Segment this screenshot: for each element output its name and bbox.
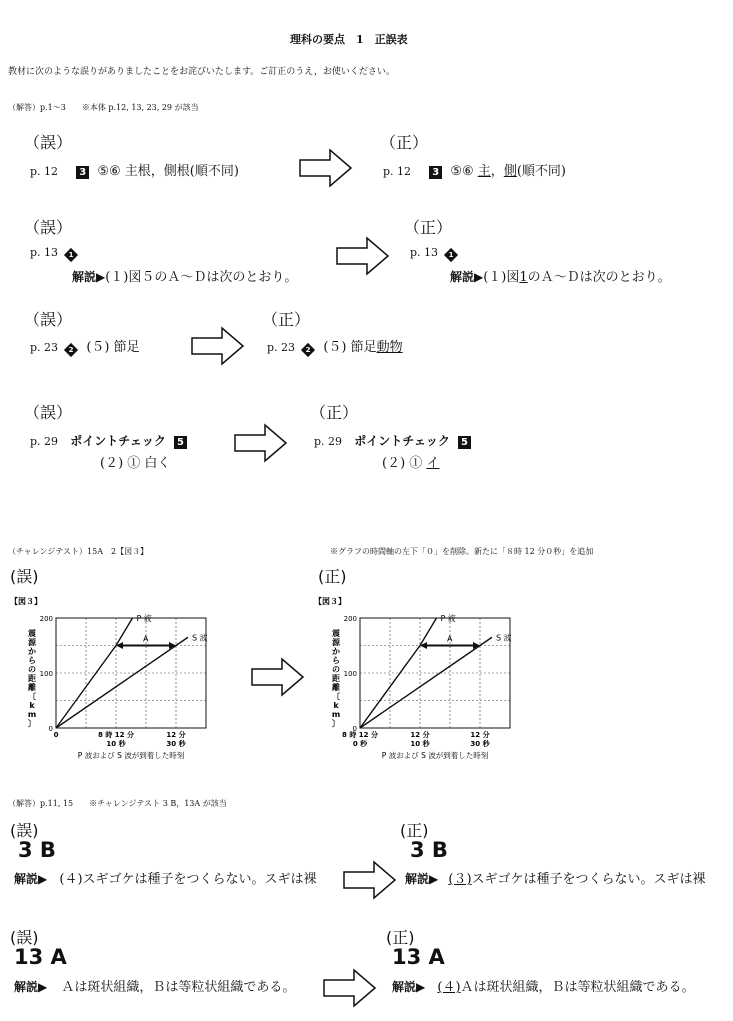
- page-ref: p. 23: [30, 341, 59, 354]
- right-text-post: スギゴケは種子をつくらない。スギは裸: [471, 872, 706, 887]
- y-axis-label-char: 離: [332, 683, 340, 692]
- diamond-badge-icon: 2: [64, 343, 78, 357]
- figure-label: 【図３】: [10, 597, 42, 606]
- right-text-mid: ，: [490, 164, 504, 179]
- wrong-text: (１)図５のＡ～Ｄは次のとおり。: [105, 270, 298, 285]
- entry3-wrong: [30, 336, 140, 355]
- series-label: S 波: [192, 633, 208, 643]
- right-label: （正）: [262, 310, 311, 329]
- y-tick-label: 100: [39, 670, 53, 678]
- y-axis-label-char: 距: [28, 674, 36, 683]
- right-arrow-icon: [335, 236, 391, 276]
- page-ref: p. 13: [30, 246, 59, 259]
- y-axis-label-char: 〔: [332, 692, 340, 701]
- chart-wrong: [8, 592, 248, 772]
- page-ref: p. 13: [410, 246, 439, 259]
- y-axis-label-char: か: [332, 647, 340, 656]
- right-text-post: のＡ～Ｄは次のとおり。: [527, 270, 671, 285]
- s3-entry1-wrong: [14, 868, 317, 887]
- entry2-wrong-page: [30, 245, 82, 260]
- right-text-pre: (１)図: [483, 270, 520, 285]
- kaisetsu-label: 解説▶: [14, 872, 48, 886]
- s3-entry2-right: [392, 976, 695, 995]
- y-axis-label-char: 〕: [332, 719, 340, 728]
- section3-note: （解答）p.11, 15 ※チャレンジテスト 3 B，13A が該当: [8, 799, 227, 808]
- corrected-underline: (４): [437, 980, 461, 995]
- question-badge: 5: [458, 436, 471, 449]
- annotation-label: A: [143, 634, 149, 644]
- corrected-underline: 主: [477, 164, 491, 179]
- kaisetsu-label: 解説▶: [405, 872, 439, 886]
- s3-entry1-right: [405, 868, 706, 887]
- y-tick-label: 0: [48, 725, 53, 733]
- entry2-wrong: [72, 266, 297, 285]
- right-text-pre: (５) 節足: [323, 340, 377, 355]
- plot-frame: [360, 618, 510, 728]
- figure-label: 【図３】: [314, 597, 346, 606]
- section1-note: （解答）p.1～3 ※本体 p.12, 13, 23, 29 が該当: [8, 103, 199, 112]
- y-axis-label-char: ら: [332, 656, 340, 665]
- page-ref: p. 12: [30, 165, 59, 178]
- section2-note-left: （チャレンジテスト）15A 2【図３】: [8, 547, 149, 556]
- x-tick-label: 10 秒: [106, 740, 126, 748]
- x-tick-label: 8 時 12 分: [342, 731, 378, 739]
- plot-frame: [56, 618, 206, 728]
- right-text-suffix: (順不同): [516, 164, 566, 179]
- right-arrow-icon: [342, 860, 398, 900]
- y-axis-label-char: 源: [28, 638, 36, 647]
- y-axis-label-char: 離: [28, 683, 36, 692]
- corrected-underline: 側: [503, 164, 517, 179]
- series-line: [360, 634, 492, 728]
- entry4-wrong-head: [30, 432, 191, 449]
- wrong-text: Ａは斑状組織，Ｂは等粒状組織である。: [61, 980, 296, 995]
- y-axis-label-char: 〕: [28, 719, 36, 728]
- question-code: 13 A: [392, 945, 445, 969]
- series-label: P 波: [136, 614, 152, 623]
- question-code: 13 A: [14, 945, 67, 969]
- right-label: （正）: [380, 133, 429, 152]
- right-arrow-icon: [250, 657, 306, 697]
- x-tick-label: 12 分: [166, 731, 186, 739]
- entry4-right-head: [314, 432, 475, 449]
- wrong-label: （誤）: [24, 403, 73, 422]
- right-arrow-icon: [190, 326, 246, 366]
- annotation-label: A: [447, 634, 453, 644]
- corrected-underline: イ: [426, 456, 440, 471]
- y-axis-label-char: か: [28, 647, 36, 656]
- right-text-prefix: ⑤⑥: [450, 164, 478, 179]
- x-tick-label: 30 秒: [470, 740, 490, 748]
- right-text-pre: (２) ①: [382, 456, 427, 471]
- page-ref: p. 29: [314, 435, 343, 448]
- kaisetsu-label: 解説▶: [14, 980, 48, 994]
- x-tick-label: 12 分: [470, 731, 490, 739]
- question-badge: 3: [76, 166, 89, 179]
- right-arrow-icon: [298, 148, 354, 188]
- entry1-right: [383, 160, 566, 179]
- diamond-badge-icon: 1: [64, 248, 78, 262]
- x-tick-label: 0: [53, 731, 59, 739]
- y-axis-label-char: k: [333, 701, 339, 710]
- entry2-right: [450, 266, 671, 285]
- right-arrow-icon: [322, 968, 378, 1008]
- entry4-right: [382, 452, 439, 471]
- corrected-underline: 1: [519, 270, 528, 285]
- right-label: (正): [318, 567, 347, 586]
- page-ref: p. 29: [30, 435, 59, 448]
- right-label: (正): [386, 928, 415, 947]
- right-label: （正）: [310, 403, 359, 422]
- diamond-badge-icon: 2: [301, 343, 315, 357]
- question-badge: 3: [429, 166, 442, 179]
- x-tick-label: 10 秒: [410, 740, 430, 748]
- wrong-text: (５) 節足: [86, 340, 140, 355]
- right-label: （正）: [404, 218, 453, 237]
- point-check-heading: ポイントチェック: [354, 434, 450, 448]
- entry4-wrong: (２) ① 白く: [100, 456, 171, 471]
- question-badge: 5: [174, 436, 187, 449]
- x-axis-label: P 波および S 波が到着した時刻: [381, 751, 489, 760]
- y-axis-label-char: 震: [28, 629, 36, 638]
- x-tick-label: 8 時 12 分: [98, 731, 134, 739]
- kaisetsu-label: 解説▶: [72, 270, 106, 284]
- series-label: S 波: [496, 633, 512, 643]
- wrong-text: (４)スギゴケは種子をつくらない。スギは裸: [59, 872, 317, 887]
- question-code: 3 B: [18, 838, 56, 862]
- question-code: 3 B: [410, 838, 448, 862]
- y-axis-label-char: m: [331, 710, 341, 719]
- wrong-label: (誤): [10, 928, 39, 947]
- right-text-post: Ａは斑状組織，Ｂは等粒状組織である。: [460, 980, 695, 995]
- wrong-label: (誤): [10, 567, 39, 586]
- diamond-badge-icon: 1: [444, 248, 458, 262]
- y-axis-label-char: 震: [332, 629, 340, 638]
- corrected-underline: 動物: [376, 340, 403, 355]
- entry1-wrong: [30, 160, 239, 179]
- page-title: 理科の要点 1 正誤表: [290, 33, 408, 46]
- x-tick-label: 12 分: [410, 731, 430, 739]
- wrong-label: (誤): [10, 821, 39, 840]
- y-tick-label: 0: [352, 725, 357, 733]
- section2-note-right: ※グラフの時間軸の左下「０」を削除。新たに「８時 12 分０秒」を追加: [330, 547, 594, 556]
- corrected-underline: (３): [448, 872, 472, 887]
- point-check-heading: ポイントチェック: [70, 434, 166, 448]
- series-label: P 波: [440, 614, 456, 623]
- kaisetsu-label: 解説▶: [392, 980, 426, 994]
- y-axis-label-char: の: [28, 665, 36, 674]
- entry2-right-page: [410, 245, 462, 260]
- page-ref: p. 23: [267, 341, 296, 354]
- wrong-text: ⑤⑥ 主根，側根(順不同): [97, 164, 239, 179]
- y-axis-label-char: m: [27, 710, 37, 719]
- series-line: [56, 634, 188, 728]
- y-axis-label-char: 〔: [28, 692, 36, 701]
- wrong-label: （誤）: [24, 310, 73, 329]
- y-axis-label-char: 源: [332, 638, 340, 647]
- y-axis-label-char: ら: [28, 656, 36, 665]
- right-arrow-icon: [233, 423, 289, 463]
- y-tick-label: 100: [343, 670, 357, 678]
- entry3-right: [267, 336, 403, 355]
- x-axis-label: P 波および S 波が到着した時刻: [77, 751, 185, 760]
- y-tick-label: 200: [39, 615, 53, 623]
- y-tick-label: 200: [343, 615, 357, 623]
- wrong-label: （誤）: [24, 133, 73, 152]
- x-tick-label: 0 秒: [352, 740, 368, 748]
- s3-entry2-wrong: [14, 976, 295, 995]
- wrong-label: （誤）: [24, 218, 73, 237]
- y-axis-label-char: k: [29, 701, 35, 710]
- intro-text: 教材に次のような誤りがありましたことをお詫びいたします。ご訂正のうえ，お使いください。: [8, 67, 395, 77]
- chart-right: [312, 592, 552, 772]
- page-ref: p. 12: [383, 165, 412, 178]
- kaisetsu-label: 解説▶: [450, 270, 484, 284]
- y-axis-label-char: の: [332, 665, 340, 674]
- right-label: (正): [400, 821, 429, 840]
- x-tick-label: 30 秒: [166, 740, 186, 748]
- y-axis-label-char: 距: [332, 674, 340, 683]
